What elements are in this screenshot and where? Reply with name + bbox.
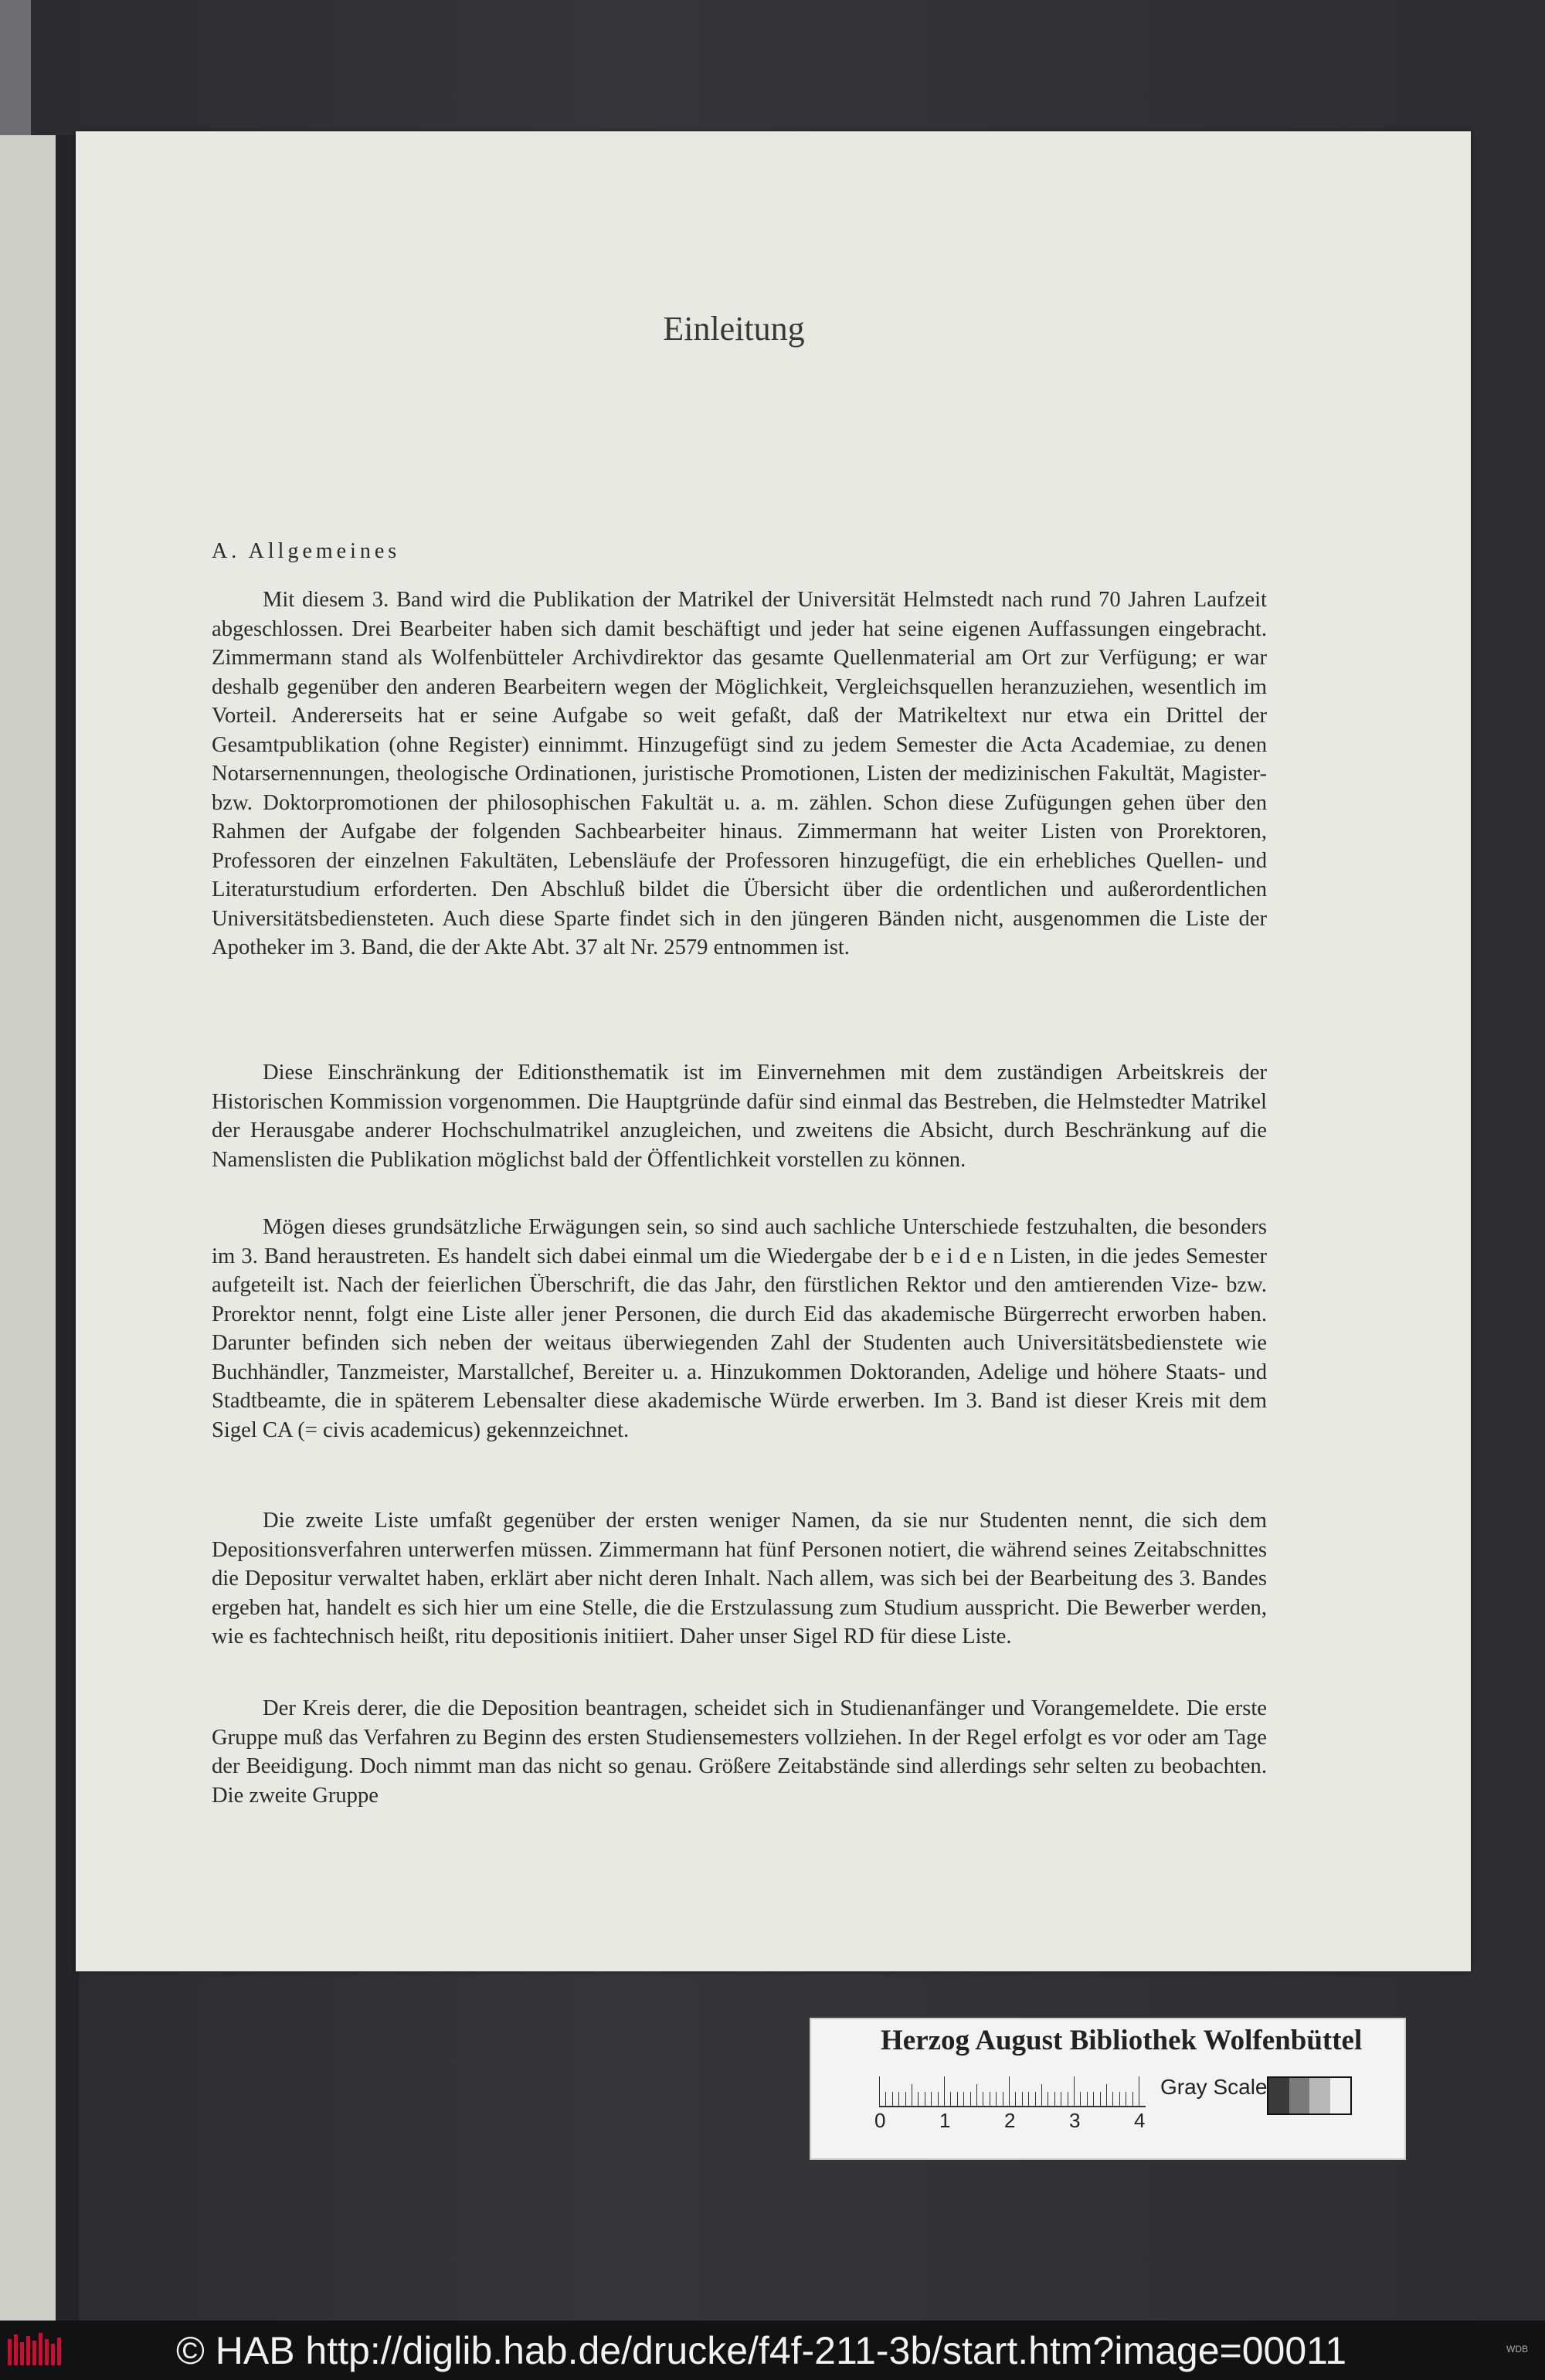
ruler-tick — [918, 2092, 919, 2106]
ruler-tick — [963, 2092, 964, 2106]
ruler-tick — [1009, 2076, 1010, 2106]
ruler-tick — [905, 2092, 906, 2106]
paragraph — [212, 1213, 1267, 1445]
paragraph — [212, 1058, 1267, 1174]
paragraph-text: Mit diesem 3. Band wird die Publikation der Matrikel der Universität Helmstedt nach rund 70 Jahren Laufzeit abgeschlossen. Drei Bearbeiter haben sich damit beschäftigt und jeder hat seine eigenen Auffassungen eingebracht. Zimmermann stand als Wolfenbütteler Archivdirektor das gesamte Quellenmaterial am Ort zur Verfügung; er war deshalb gegenüber den anderen Bearbeitern wegen der Möglichkeit, Vergleichsquellen heranzuziehen, wesentlich im Vorteil. Andererseits hat er seine Aufgabe so weit gefaßt, daß der Matrikeltext nur etwa ein Drittel der Gesamtpublikation (ohne Register) einnimmt. Hinzugefügt sind zu jedem Semester die Acta Academiae, zu denen Notarsernennungen, theologische Ordinationen, juristische Promotionen, Listen der medizinischen Fakultät, Magister- bzw. Doktorpromotionen der philosophischen Fakultät u. a. m. zählen. Schon diese Zufügungen gehen über den Rahmen der Aufgabe der folgenden Sachbearbeiter hinaus. Zimmermann hat weiter Listen von Prorektoren, Professoren der einzelnen Fakultäten, Lebensläufe der Professoren hinzugefügt, die ein erhebliches Quellen- und Literaturstudium erforderten. Den Abschluß bildet die Übersicht über die ordentlichen und außerordentlichen Universitätsbediensteten. Auch diese Sparte findet sich in den jüngeren Bänden nicht, ausgenommen die Liste der Apotheker im 3. Band, die der Akte Abt. 37 alt Nr. 2579 entnommen ist. — [212, 588, 1267, 959]
paragraph-text: Mögen dieses grundsätzliche Erwägungen sein, so sind auch sachliche Unterschiede festzuhalten, die besonders im 3. Band heraustreten. Es handelt sich dabei einmal um die Wiedergabe der b e i d e n Listen, in die jedes Semester aufgeteilt ist. Nach der feierlichen Überschrift, die das Jahr, den fürstlichen Rektor und den amtierenden Vize- bzw. Prorektor nennt, folgt eine Liste aller jener Personen, die durch Eid das akademische Bürgerrecht erworben haben. Darunter befinden sich neben der weitaus überwiegenden Zahl der Studenten auch Universitätsbedienstete wie Buchhändler, Tanzmeister, Marstallchef, Bereiter u. a. Hinzukommen Doktoranden, Adelige und höhere Staats- und Stadtbeamte, die in späterem Lebensalter diese akademische Würde erwerben. Im 3. Band ist dieser Kreis mit dem Sigel CA (= civis academicus) gekennzeichnet. — [212, 1215, 1267, 1442]
scale-number: 4 — [1134, 2109, 1146, 2132]
color-bar-card — [810, 2018, 1406, 2160]
ruler-tick — [938, 2092, 939, 2106]
ruler-tick — [1080, 2092, 1081, 2106]
ruler-tick — [957, 2092, 958, 2106]
paragraph — [212, 1506, 1267, 1652]
ruler-tick — [931, 2092, 932, 2106]
ruler-tick — [1022, 2092, 1023, 2106]
ruler-tick — [1132, 2092, 1133, 2106]
paragraph-text: Die zweite Liste umfaßt gegenüber der ersten weniger Namen, da sie nur Studenten nennt, die sich dem Depositionsverfahren unterwerfen müssen. Zimmermann hat fünf Personen notiert, die während seines Zeitabschnittes die Depositur verwaltet haben, erklärt aber nicht deren Inhalt. Nach allem, was sich bei der Bearbeitung des 3. Bandes ergeben hat, handelt es sich hier um eine Stelle, die die Erstzulassung zum Studium ausspricht. Die Bewerber werden, wie es fachtechnisch heißt, ritu depositionis initiiert. Daher unser Sigel RD für diese Liste. — [212, 1509, 1267, 1648]
ruler-tick — [892, 2092, 893, 2106]
ruler-tick — [1028, 2092, 1029, 2106]
gray-swatch-cell — [1268, 2078, 1289, 2113]
page-title: Einleitung — [663, 310, 805, 348]
ruler-tick — [944, 2076, 945, 2106]
section-heading: A. Allgemeines — [212, 539, 401, 563]
ruler-tick — [1093, 2092, 1094, 2106]
library-name: Herzog August Bibliothek Wolfenbüttel — [881, 2025, 1363, 2056]
scale-number: 1 — [939, 2109, 951, 2132]
ruler-tick — [879, 2076, 880, 2106]
footer-bar — [0, 2321, 1545, 2380]
paragraph — [212, 586, 1267, 963]
ruler-tick — [970, 2092, 971, 2106]
ruler-tick — [950, 2092, 951, 2106]
ruler-tick — [1015, 2092, 1016, 2106]
gray-scale-label: Gray Scale — [1160, 2075, 1268, 2099]
neighbor-page — [0, 135, 56, 2321]
ruler-tick — [1106, 2084, 1107, 2106]
library-logo-icon — [6, 2331, 62, 2370]
gray-scale-swatch — [1267, 2076, 1352, 2115]
ruler-tick — [1041, 2084, 1042, 2106]
ruler-tick — [996, 2092, 997, 2106]
scale-number: 0 — [874, 2109, 886, 2132]
paragraph — [212, 1694, 1267, 1810]
ruler-tick — [1087, 2092, 1088, 2106]
ruler-tick — [976, 2084, 977, 2106]
scale-number: 3 — [1069, 2109, 1081, 2132]
gray-swatch-cell — [1309, 2078, 1330, 2113]
gray-swatch-cell — [1289, 2078, 1310, 2113]
paragraph-text: Der Kreis derer, die die Deposition beantragen, scheidet sich in Studienanfänger und Vorangemeldete. Die erste Gruppe muß das Verfahren zu Beginn des ersten Studiensemesters vollziehen. In der Regel erfolgt es vor oder am Tage der Beeidigung. Doch nimmt man das nicht so genau. Größere Zeitabstände sind allerdings sehr selten zu beobachten. Die zweite Gruppe — [212, 1696, 1267, 1808]
gray-swatch-cell — [1330, 2078, 1351, 2113]
paragraph-text: Diese Einschränkung der Editionsthematik ist im Einvernehmen mit dem zuständigen Arbeitskreis der Historischen Kommission vorgenommen. Die Hauptgründe dafür sind einmal das Bestreben, die Helmstedter Matrikel der Herausgabe anderer Hochschulmatrikel anzugleichen, und zweitens die Absicht, durch Beschränkung auf die Namenslisten die Publikation möglichst bald der Öffentlichkeit vorstellen zu können. — [212, 1061, 1267, 1172]
ruler-tick — [1035, 2092, 1036, 2106]
ruler-tick — [898, 2092, 899, 2106]
ruler-tick — [1054, 2092, 1055, 2106]
ruler-tick — [1100, 2092, 1101, 2106]
scale-ruler — [879, 2075, 1146, 2107]
ruler-tick — [885, 2092, 886, 2106]
footer-mark: WDB — [1506, 2344, 1528, 2355]
copyright-url: © HAB http://diglib.hab.de/drucke/f4f-211-3b/start.htm?image=00011 — [176, 2329, 1347, 2372]
scale-number: 2 — [1004, 2109, 1016, 2132]
ruler-tick — [1074, 2076, 1075, 2106]
ruler-tick — [1119, 2092, 1120, 2106]
ruler-tick — [1112, 2092, 1113, 2106]
